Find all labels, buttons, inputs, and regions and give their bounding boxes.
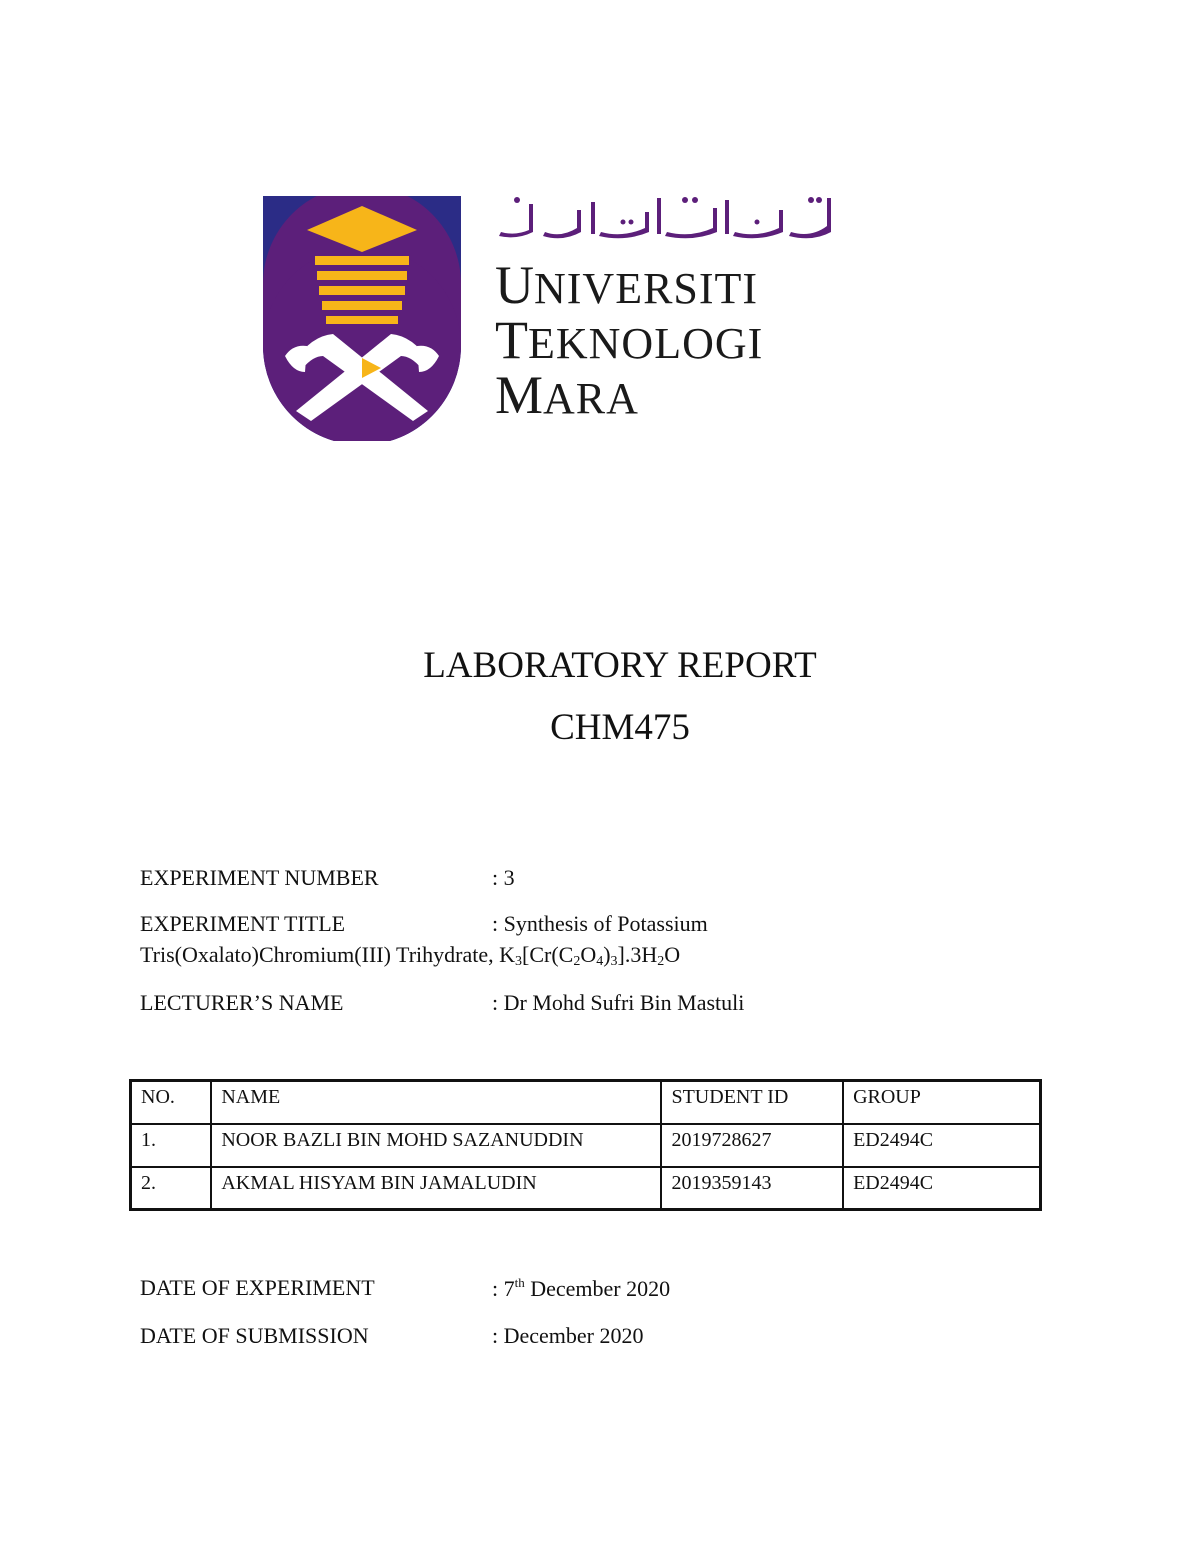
formula-part: ].3H [617,942,658,967]
jawi-university-name [495,192,840,240]
formula-part: [Cr(C [522,942,574,967]
formula-sub: 2 [657,954,665,969]
uitm-crest-icon [263,196,461,441]
university-name-line-2 [495,310,764,370]
header-no: NO. [131,1081,212,1124]
formula-sub: 3 [610,954,618,969]
formula-sub: 4 [596,954,604,969]
date-of-submission-value: : December 2020 [492,1323,644,1348]
logo-word-mara: MARA [495,365,639,425]
cell-student-id: 2019359143 [661,1167,843,1210]
table-row [131,1167,1041,1210]
formula-part: O [664,942,681,967]
formula-sub: 2 [573,954,581,969]
university-name-line-3 [495,365,763,425]
group-members-table [129,1079,1042,1211]
date-of-submission-label: DATE OF SUBMISSION [140,1323,369,1348]
date-ordinal: th [514,1275,525,1290]
experiment-title-value: : Synthesis of Potassium [492,911,708,936]
lecturer-name-label: LECTURER’S NAME [140,990,344,1015]
table-row [131,1124,1041,1167]
table-header-row [131,1081,1041,1124]
logo-word-universiti: UNIVERSITI [495,255,759,315]
formula-part: ) [603,942,611,967]
cell-name: AKMAL HISYAM BIN JAMALUDIN [211,1167,661,1210]
university-logo [263,192,853,447]
experiment-number-value: : 3 [492,865,515,890]
experiment-title-continuation [140,942,680,970]
cell-student-id: 2019728627 [661,1124,843,1167]
logo-word-teknologi: TEKNOLOGI [495,310,764,370]
lecturer-name-value: : Dr Mohd Sufri Bin Mastuli [492,990,745,1015]
course-code: CHM475 [550,707,690,748]
title-text: Tris(Oxalato)Chromium(III) Trihydrate, K [140,942,515,967]
date-of-experiment-value [492,1275,670,1302]
header-student-id: STUDENT ID [661,1081,843,1124]
cell-name: NOOR BAZLI BIN MOHD SAZANUDDIN [211,1124,661,1167]
cell-no: 2. [131,1167,212,1210]
date-suffix: December 2020 [524,1276,671,1301]
date-of-experiment-label: DATE OF EXPERIMENT [140,1275,375,1300]
cell-no: 1. [131,1124,212,1167]
formula-part: O [580,942,597,967]
university-name-line-1 [495,255,763,315]
report-title: LABORATORY REPORT [423,645,817,686]
date-prefix: : 7 [492,1276,515,1301]
formula-sub: 3 [515,954,522,969]
cell-group: ED2494C [843,1167,1040,1210]
header-name: NAME [211,1081,661,1124]
header-group: GROUP [843,1081,1040,1124]
experiment-number-label: EXPERIMENT NUMBER [140,865,379,890]
cell-group: ED2494C [843,1124,1040,1167]
experiment-title-label: EXPERIMENT TITLE [140,911,346,936]
university-name [495,255,764,425]
